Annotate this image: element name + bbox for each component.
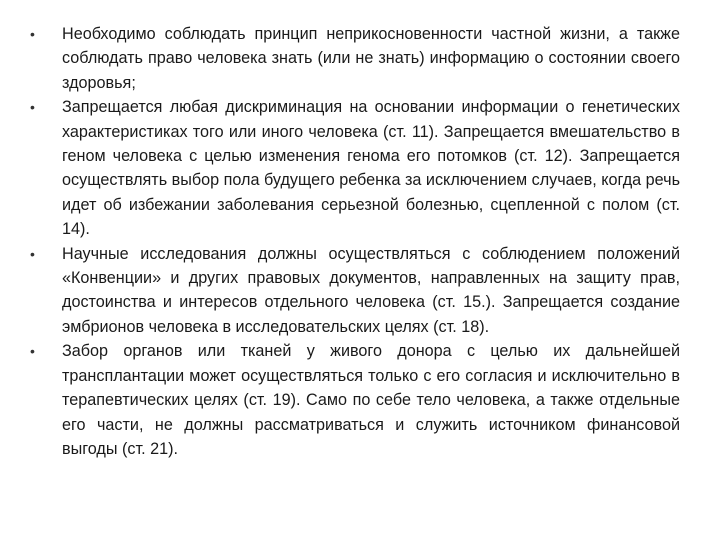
list-item xyxy=(30,242,680,340)
list-item xyxy=(30,339,680,461)
bullet-icon: • xyxy=(30,245,35,262)
bullet-list xyxy=(30,22,680,461)
bullet-icon: • xyxy=(30,99,35,116)
bullet-text: Научные исследования должны осуществляться с соблюдением положений «Конвенции» и других правовых документов, направленных на защиту прав, достоинства и интересов отдельного человека (ст. 15.). Запрещается создание эмбрионов человека в исследовательских целях (ст. 18). xyxy=(62,244,680,336)
list-item xyxy=(30,22,680,95)
bullet-icon: • xyxy=(30,343,35,360)
list-item xyxy=(30,95,680,241)
bullet-text: Необходимо соблюдать принцип неприкосновенности частной жизни, а также соблюдать право человека знать (или не знать) информацию о состоянии своего здоровья; xyxy=(62,25,680,92)
bullet-text: Запрещается любая дискриминация на основании информации о генетических характеристиках того или иного человека (ст. 11). Запрещается вмешательство в геном человека с целью изменения генома его потомков (ст. 12). Запрещается осуществлять выбор пола будущего ребенка за исключением случаев, когда речь идет об избежании заболевания серьезной болезнью, сцепленной с полом (ст. 14). xyxy=(62,98,680,239)
bullet-text: Забор органов или тканей у живого донора с целью их дальнейшей трансплантации может осуществляться только с его согласия и исключительно в терапевтических целях (ст. 19). Само по себе тело человека, а также отдельные его части, не должны рассматриваться и служить источником финансовой выгоды (ст. 21). xyxy=(62,342,680,458)
bullet-icon: • xyxy=(30,26,35,42)
